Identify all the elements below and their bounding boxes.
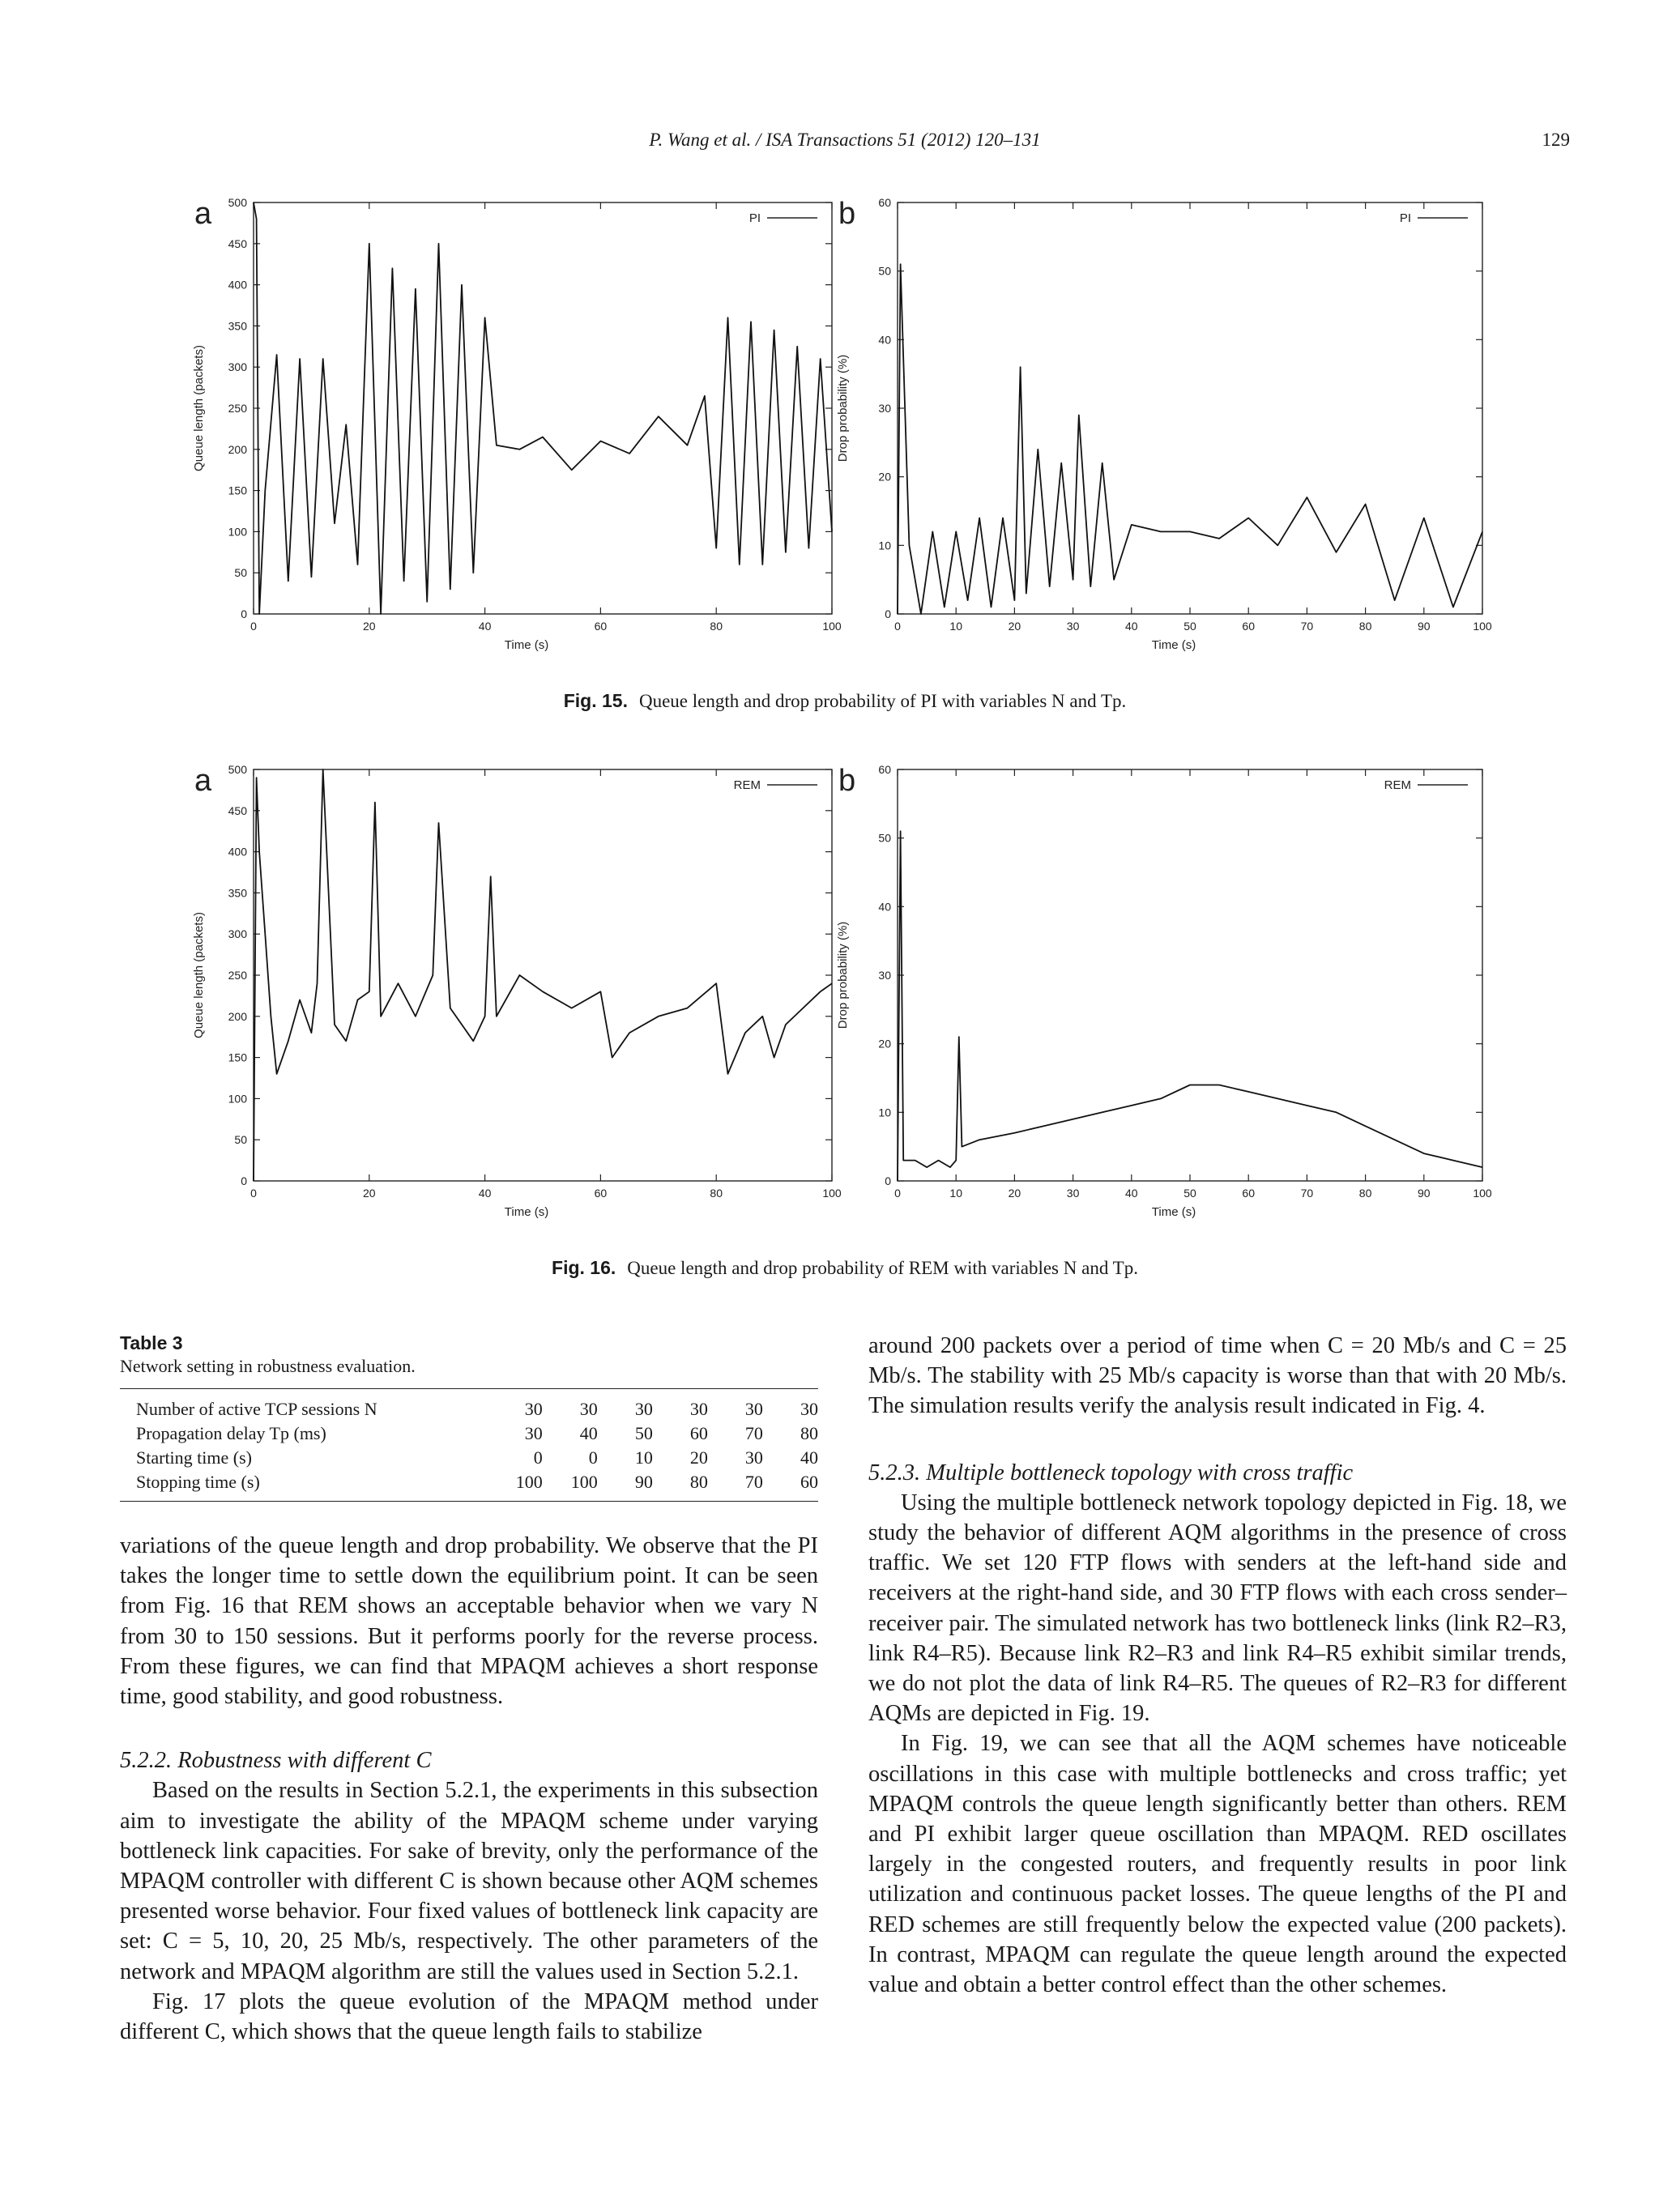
table-row-label: Propagation delay Tp (ms) <box>136 1423 326 1443</box>
figure-15 <box>0 178 1659 713</box>
panel-letter: b <box>838 197 856 231</box>
y-tick-label: 30 <box>878 402 891 415</box>
left-paragraph-2: Based on the results in Section 5.2.1, the experiments in this subsection aim to investigate the ability of the MPAQM scheme under varying bottleneck link capacities. For sake of brevity, only the performance of the MPAQM controller with different C is shown because other AQM schemes presented worse behavior. Four fixed values of bottleneck link capacity are set: C = 5, 10, 20, 25 Mb/s, respectively. The other parameters of the network and MPAQM algorithm are still the values used in Section 5.2.1. <box>120 1778 818 1984</box>
x-tick-label: 40 <box>478 1187 492 1200</box>
panel-letter: a <box>194 197 212 231</box>
x-axis-label: Time (s) <box>504 1205 549 1219</box>
x-tick-label: 0 <box>894 1187 901 1200</box>
page-number: 129 <box>1542 130 1570 150</box>
table-cell: 30 <box>689 1399 708 1419</box>
y-tick-label: 500 <box>228 763 247 776</box>
chart-panel-a <box>192 196 842 652</box>
table-row <box>120 1470 818 1502</box>
y-tick-label: 400 <box>228 278 247 292</box>
table-cell: 90 <box>634 1472 653 1492</box>
y-tick-label: 10 <box>878 539 891 552</box>
y-tick-label: 50 <box>234 1133 247 1147</box>
table-cell: 30 <box>524 1423 543 1443</box>
y-tick-label: 150 <box>228 1051 247 1064</box>
figure-16-caption-text: Queue length and drop probability of REM with variables N and Tp. <box>627 1258 1138 1278</box>
figure-15-caption <box>120 690 1570 712</box>
figure-15-caption-text: Queue length and drop probability of PI with variables N and Tp. <box>638 691 1127 711</box>
x-tick-label: 30 <box>1066 620 1080 633</box>
table-cell: 80 <box>689 1472 708 1492</box>
x-tick-label: 0 <box>250 620 257 633</box>
right-paragraph-2: Using the multiple bottleneck network topology depicted in Fig. 18, we study the behavior of different AQM algorithms in the presence of cross traffic. We set 120 FTP flows with senders at the left-hand side and receivers at the right-hand side, and 30 FTP flows with each cross sender–receiver pair. The simulated network has two bottleneck links (link R2–R3, link R4–R5). Because link R2–R3 and link R4–R5 exhibit similar trends, we do not plot the data of link R4–R5. The queues of R2–R3 for different AQMs are depicted in Fig. 19. <box>868 1490 1567 1727</box>
table-cell: 20 <box>689 1447 708 1468</box>
y-tick-label: 100 <box>228 525 247 539</box>
x-tick-label: 70 <box>1300 620 1314 633</box>
x-tick-label: 50 <box>1183 1187 1196 1200</box>
y-tick-label: 60 <box>878 196 891 209</box>
y-tick-label: 60 <box>878 763 891 776</box>
y-tick-label: 20 <box>878 1037 891 1051</box>
x-tick-label: 70 <box>1300 1187 1314 1200</box>
x-tick-label: 60 <box>1242 1187 1255 1200</box>
running-head <box>120 130 1570 157</box>
table-cell: 0 <box>533 1447 543 1468</box>
x-tick-label: 100 <box>822 1187 842 1200</box>
y-tick-label: 10 <box>878 1106 891 1119</box>
table-row-label: Stopping time (s) <box>136 1472 260 1492</box>
x-axis-label: Time (s) <box>504 638 549 652</box>
x-tick-label: 100 <box>1473 1187 1492 1200</box>
x-tick-label: 60 <box>594 1187 608 1200</box>
chart-panel-b <box>836 763 1492 1219</box>
table-3 <box>120 1332 818 1502</box>
legend-label: PI <box>748 211 761 225</box>
y-tick-label: 450 <box>228 237 247 250</box>
figure-16 <box>0 745 1659 1280</box>
right-paragraph-1: around 200 packets over a period of time when C = 20 Mb/s and C = 25 Mb/s. The stability with 25 Mb/s capacity is worse than that with 20 Mb/s. The simulation results verify the analysis result indicated in Fig. 4. <box>868 1333 1567 1419</box>
table-cell: 80 <box>800 1423 818 1443</box>
y-axis-label: Drop probability (%) <box>836 354 850 462</box>
y-tick-label: 300 <box>228 360 247 374</box>
y-tick-label: 0 <box>885 607 891 620</box>
x-tick-label: 20 <box>363 1187 376 1200</box>
x-tick-label: 80 <box>1358 620 1372 633</box>
data-series-line <box>898 831 1482 1181</box>
section-heading-5-2-3: 5.2.3. Multiple bottleneck topology with cross traffic <box>868 1460 1354 1485</box>
table-row-label: Number of active TCP sessions N <box>136 1399 377 1419</box>
table-cell: 30 <box>800 1399 818 1419</box>
plot-frame <box>898 202 1482 614</box>
y-tick-label: 100 <box>228 1092 247 1106</box>
x-tick-label: 40 <box>1125 620 1138 633</box>
y-axis-label: Drop probability (%) <box>836 921 850 1029</box>
x-tick-label: 20 <box>1008 620 1021 633</box>
data-series-line <box>898 264 1482 614</box>
x-tick-label: 0 <box>894 620 901 633</box>
y-tick-label: 30 <box>878 969 891 982</box>
chart-panel-b <box>836 196 1492 652</box>
table-cell: 30 <box>579 1399 598 1419</box>
table-row <box>120 1446 818 1470</box>
table-row <box>120 1421 818 1446</box>
y-tick-label: 250 <box>228 402 247 415</box>
journal-citation: P. Wang et al. / ISA Transactions 51 (2012) 120–131 <box>649 130 1041 150</box>
plot-frame <box>898 769 1482 1181</box>
table-cell: 40 <box>800 1447 818 1468</box>
y-tick-label: 400 <box>228 845 247 859</box>
figure-16-label: Fig. 16. <box>552 1257 616 1278</box>
plot-frame <box>254 769 832 1181</box>
x-tick-label: 90 <box>1418 620 1431 633</box>
figure-15-label: Fig. 15. <box>563 690 628 711</box>
y-tick-label: 300 <box>228 927 247 941</box>
table-cell: 30 <box>744 1447 763 1468</box>
left-paragraph-3: Fig. 17 plots the queue evolution of the MPAQM method under different C, which shows that the queue length fails to stabilize <box>120 1988 818 2045</box>
x-tick-label: 100 <box>1473 620 1492 633</box>
table-cell: 30 <box>744 1399 763 1419</box>
x-tick-label: 100 <box>822 620 842 633</box>
x-tick-label: 80 <box>1358 1187 1372 1200</box>
x-tick-label: 60 <box>1242 620 1255 633</box>
table-cell: 0 <box>588 1447 598 1468</box>
table-cell: 60 <box>800 1472 818 1492</box>
x-tick-label: 80 <box>710 1187 723 1200</box>
right-column <box>868 1331 1567 2000</box>
y-tick-label: 20 <box>878 470 891 484</box>
x-tick-label: 20 <box>1008 1187 1021 1200</box>
legend-label: REM <box>733 778 761 792</box>
x-tick-label: 60 <box>594 620 608 633</box>
y-tick-label: 450 <box>228 803 247 817</box>
table-cell: 10 <box>634 1447 653 1468</box>
left-column <box>120 1531 818 2047</box>
y-axis-label: Queue length (packets) <box>192 912 206 1038</box>
y-tick-label: 40 <box>878 333 891 347</box>
table-cell: 100 <box>515 1472 543 1492</box>
table-row-label: Starting time (s) <box>136 1447 252 1468</box>
figure-16-caption <box>120 1257 1570 1279</box>
y-tick-label: 50 <box>878 831 891 845</box>
x-tick-label: 20 <box>363 620 376 633</box>
chart-panel-a <box>192 763 842 1219</box>
table-cell: 50 <box>634 1423 653 1443</box>
y-tick-label: 0 <box>241 607 247 620</box>
table-cell: 30 <box>634 1399 653 1419</box>
table-cell: 60 <box>689 1423 708 1443</box>
y-tick-label: 150 <box>228 484 247 497</box>
y-axis-label: Queue length (packets) <box>192 345 206 471</box>
table-title: Network setting in robustness evaluation. <box>120 1356 416 1376</box>
y-tick-label: 500 <box>228 196 247 209</box>
y-tick-label: 50 <box>234 566 247 580</box>
table-cell: 40 <box>579 1423 598 1443</box>
panel-letter: b <box>838 764 856 798</box>
x-axis-label: Time (s) <box>1151 638 1196 652</box>
data-series-line <box>254 769 832 1181</box>
legend-label: REM <box>1384 778 1411 792</box>
table-cell: 30 <box>524 1399 543 1419</box>
y-tick-label: 0 <box>885 1174 891 1187</box>
data-series-line <box>254 202 832 614</box>
table-cell: 70 <box>744 1472 763 1492</box>
x-tick-label: 90 <box>1418 1187 1431 1200</box>
plot-frame <box>254 202 832 614</box>
table-label: Table 3 <box>120 1332 183 1353</box>
legend-label: PI <box>1399 211 1411 225</box>
x-tick-label: 0 <box>250 1187 257 1200</box>
y-tick-label: 350 <box>228 319 247 333</box>
x-axis-label: Time (s) <box>1151 1205 1196 1219</box>
x-tick-label: 10 <box>949 620 962 633</box>
table-cell: 70 <box>744 1423 763 1443</box>
y-tick-label: 0 <box>241 1174 247 1187</box>
table-3-grid <box>120 1388 818 1502</box>
x-tick-label: 40 <box>1125 1187 1138 1200</box>
x-tick-label: 50 <box>1183 620 1196 633</box>
y-tick-label: 200 <box>228 442 247 456</box>
y-tick-label: 250 <box>228 969 247 982</box>
y-tick-label: 350 <box>228 886 247 900</box>
section-heading-5-2-2: 5.2.2. Robustness with different C <box>120 1748 432 1774</box>
table-row <box>120 1389 818 1422</box>
x-tick-label: 40 <box>478 620 492 633</box>
x-tick-label: 10 <box>949 1187 962 1200</box>
left-paragraph-1: variations of the queue length and drop probability. We observe that the PI takes the longer time to settle down the equilibrium point. It can be seen from Fig. 16 that REM shows an acceptable behavior when we vary N from 30 to 150 sessions. But it performs poorly for the reverse process. From these figures, we can find that MPAQM achieves a short response time, good stability, and good robustness. <box>120 1533 818 1710</box>
x-tick-label: 80 <box>710 620 723 633</box>
y-tick-label: 40 <box>878 900 891 914</box>
panel-letter: a <box>194 764 212 798</box>
right-paragraph-3: In Fig. 19, we can see that all the AQM schemes have noticeable oscillations in this case with multiple bottlenecks and cross traffic; yet MPAQM controls the queue length significantly better than others. REM and PI exhibit larger queue oscillation than MPAQM. RED oscillates largely in the congested routers, and frequently results in poor link utilization and continuous packet losses. The queue lengths of the PI and RED schemes are still frequently below the expected value (200 packets). In contrast, MPAQM can regulate the queue length around the expected value and obtain a better control effect than the other schemes. <box>868 1731 1567 1998</box>
y-tick-label: 50 <box>878 264 891 278</box>
table-cell: 100 <box>570 1472 598 1492</box>
x-tick-label: 30 <box>1066 1187 1080 1200</box>
y-tick-label: 200 <box>228 1009 247 1023</box>
